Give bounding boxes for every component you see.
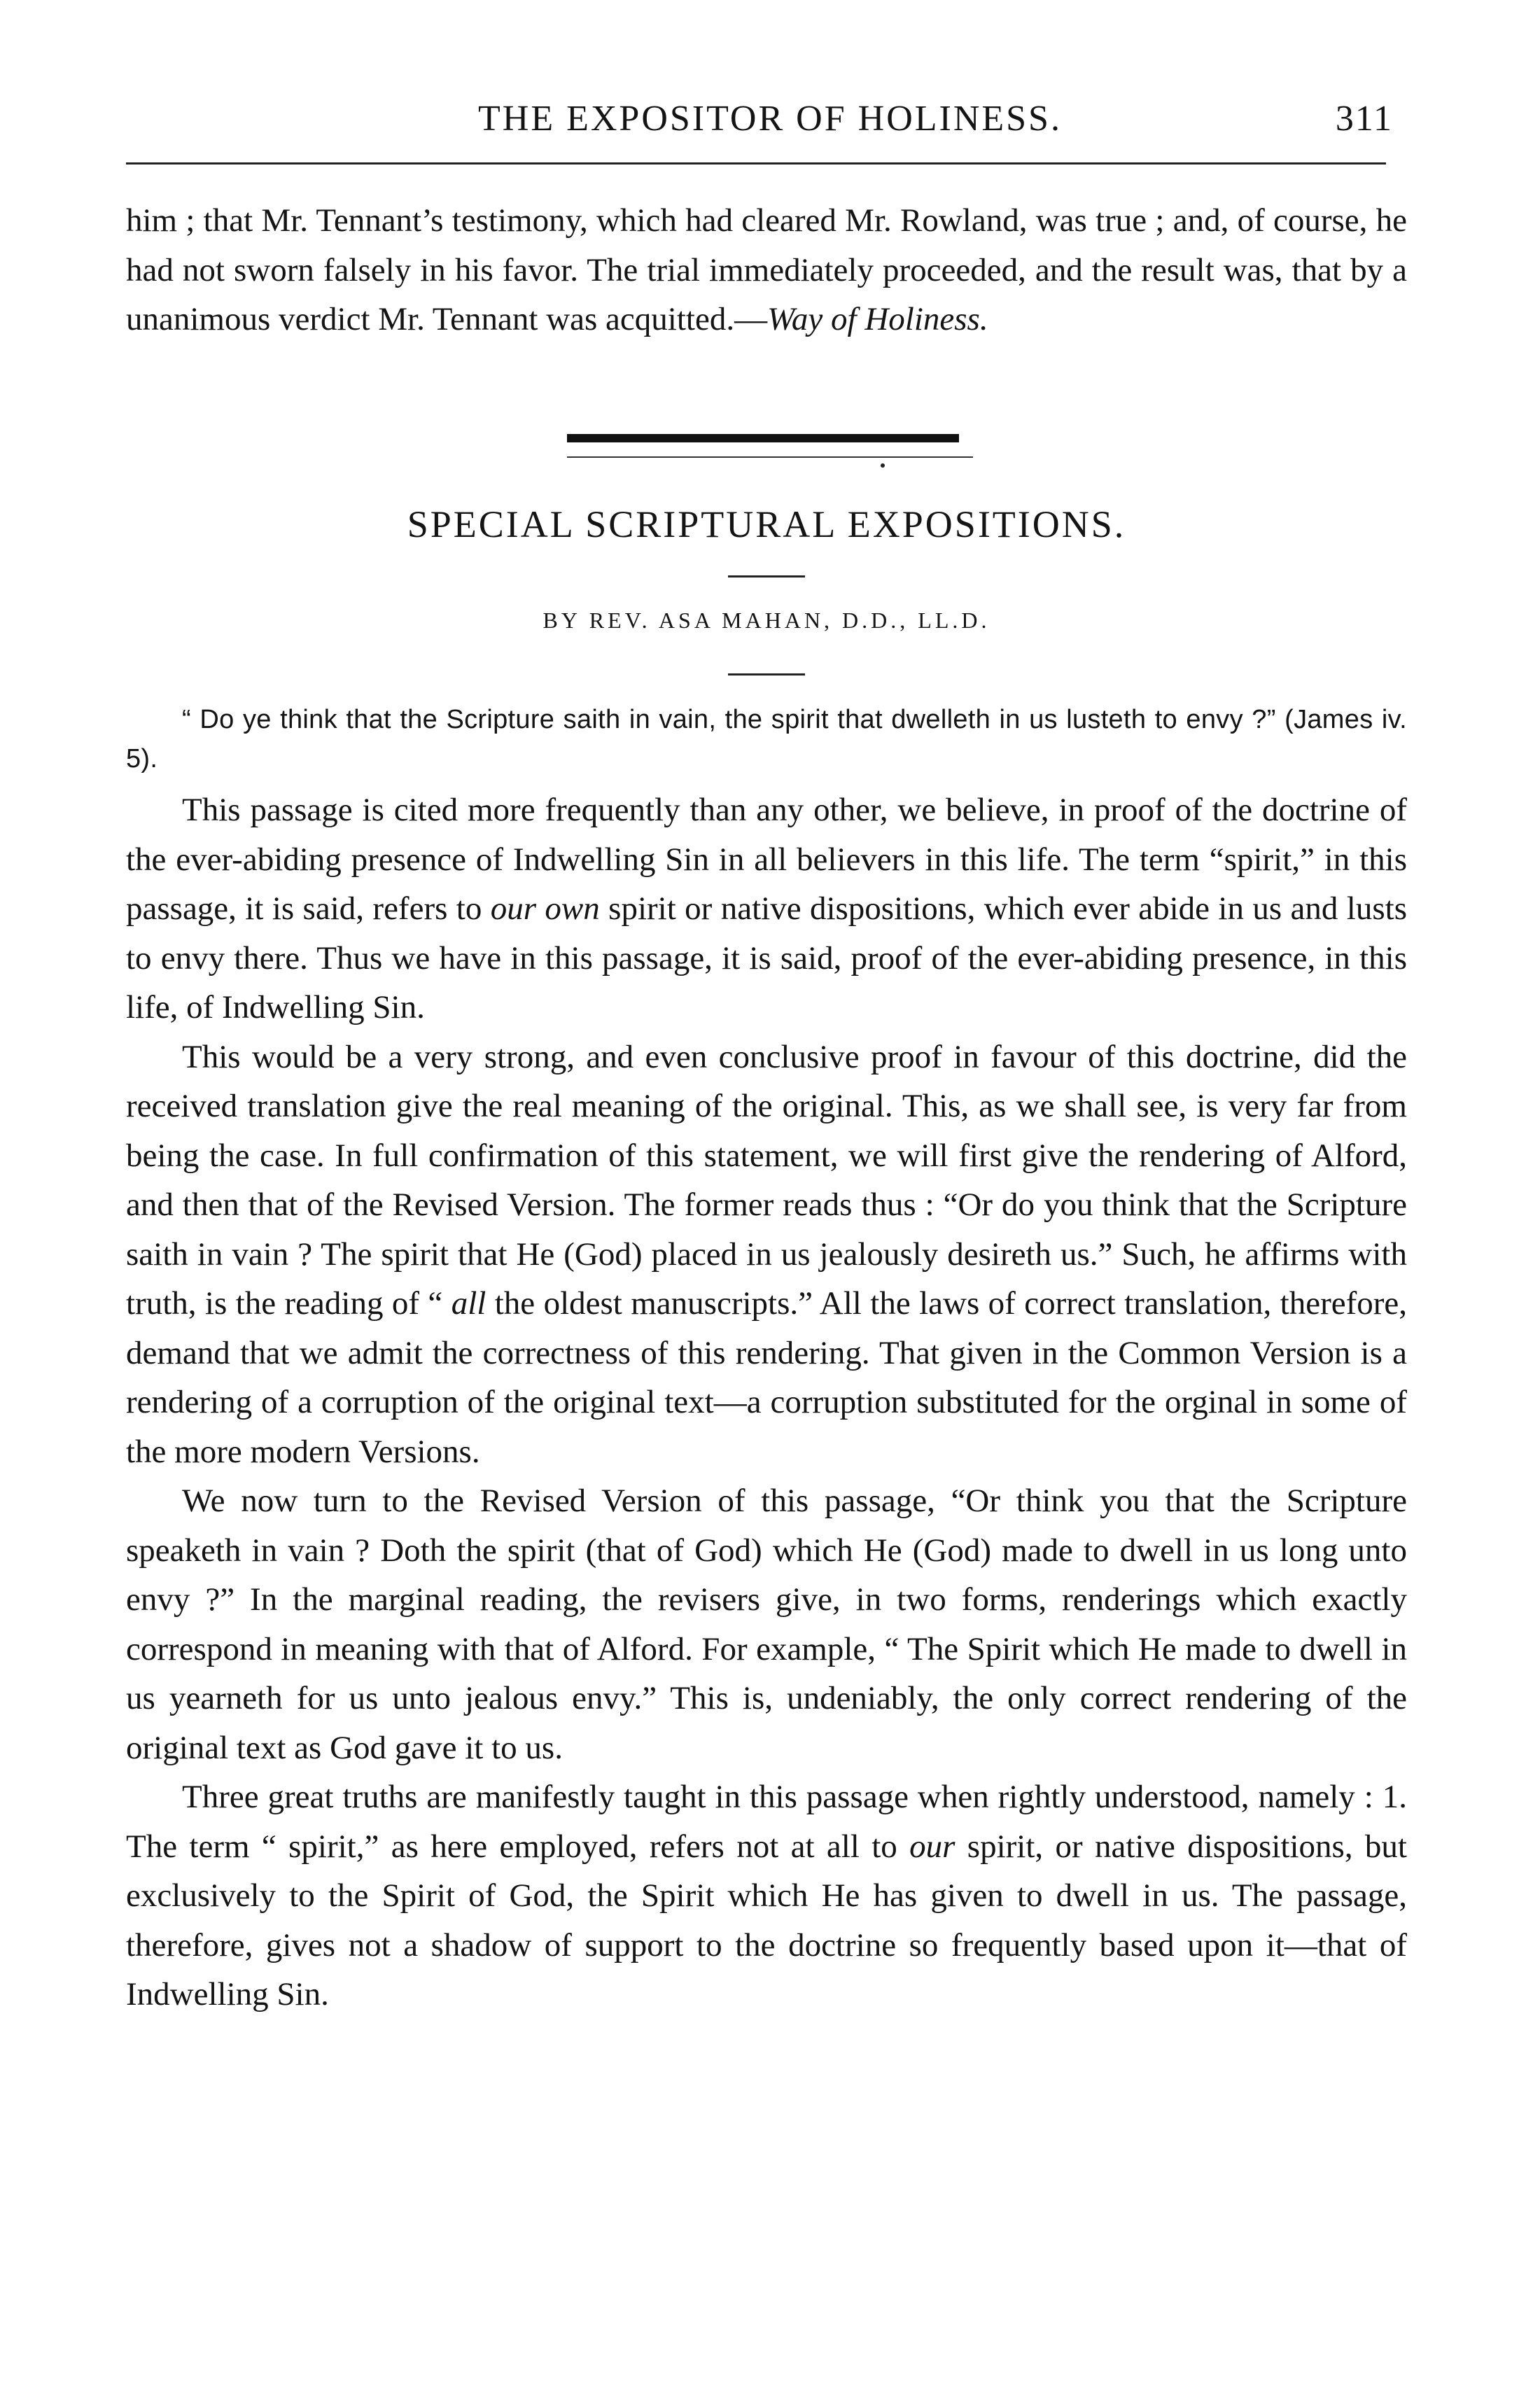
emphasis-our-own: our own bbox=[490, 890, 600, 927]
section-divider-ornament bbox=[567, 434, 973, 469]
emphasis-our: our bbox=[909, 1828, 955, 1865]
paragraph-3: We now turn to the Revised Version of this passage, “Or think you that the Scripture speaketh in vain ? Doth the spirit (that of God) which He (God) made to dwell in us long unto envy ?” In the marginal reading, the revisers give, in two forms, renderings which exactly correspond in meaning with that of Alford. For example, “ The Spirit which He made to dwell in us yearneth for us unto jealous envy.” This is, undeniably, the only correct rendering of the original text as God gave it to us. bbox=[126, 1483, 1407, 1766]
article-body bbox=[126, 785, 1407, 2019]
paragraph-4: Three great truths are manifestly taught in this passage when rightly understood, namely : 1. The term “ spirit,” as here employed, refers not at all to our spirit, or native dispositions, but exclusively to the Spirit of God, the Spirit which He has given to dwell in us. The passage, therefore, gives not a shadow of support to the doctrine so frequently based upon it—that of Indwelling Sin. bbox=[126, 1779, 1407, 2012]
running-head bbox=[126, 91, 1414, 147]
continuation-source: Way of Holiness. bbox=[767, 301, 988, 337]
continuation-text: him ; that Mr. Tennant’s testimony, which had cleared Mr. Rowland, was true ; and, of course, he had not sworn falsely in his favor. The trial immediately proceeded, and the result was, that by a unanimous verdict Mr. Tennant was acquitted.— bbox=[126, 202, 1407, 337]
header-rule bbox=[126, 162, 1386, 164]
title-rule bbox=[728, 575, 805, 578]
article-title: SPECIAL SCRIPTURAL EXPOSITIONS. bbox=[407, 503, 1126, 545]
page-number: 311 bbox=[1335, 99, 1393, 139]
running-title: THE EXPOSITOR OF HOLINESS. bbox=[478, 99, 1062, 139]
scripture-epigraph: “ Do ye think that the Scripture saith in vain, the spirit that dwelleth in us lusteth to envy ?” (James iv. 5). bbox=[126, 705, 1407, 774]
article-byline: BY REV. ASA MAHAN, D.D., LL.D. bbox=[542, 608, 990, 633]
byline-rule bbox=[728, 673, 805, 676]
continuation-paragraph bbox=[126, 196, 1407, 344]
emphasis-all: all bbox=[451, 1285, 486, 1322]
paragraph-2: This would be a very strong, and even conclusive proof in favour of this doctrine, did the received translation give the real meaning of the original. This, as we shall see, is very far from being the case. In full confirmation of this statement, we will first give the rendering of Alford, and then that of the Revised Version. The former reads thus : “Or do you think that the Scripture saith in vain ? The spirit that He (God) placed in us jealously desireth us.” Such, he affirms with truth, is the reading of “ all the oldest manuscripts.” All the laws of correct translation, therefore, demand that we admit the correctness of this rendering. That given in the Common Version is a rendering of a corruption of the original text—a corruption substituted for the orginal in some of the more modern Versions. bbox=[126, 1038, 1407, 1470]
previous-article-ending bbox=[126, 196, 1407, 344]
paragraph-1: This passage is cited more frequently than any other, we believe, in proof of the doctrine of the ever-abiding presence of Indwelling Sin in all believers in this life. The term “spirit,” in this passage, it is said, refers to our own spirit or native dispositions, which ever abide in us and lusts to envy there. Thus we have in this passage, it is said, proof of the ever-abiding presence, in this life, of Indwelling Sin. bbox=[126, 792, 1407, 1026]
